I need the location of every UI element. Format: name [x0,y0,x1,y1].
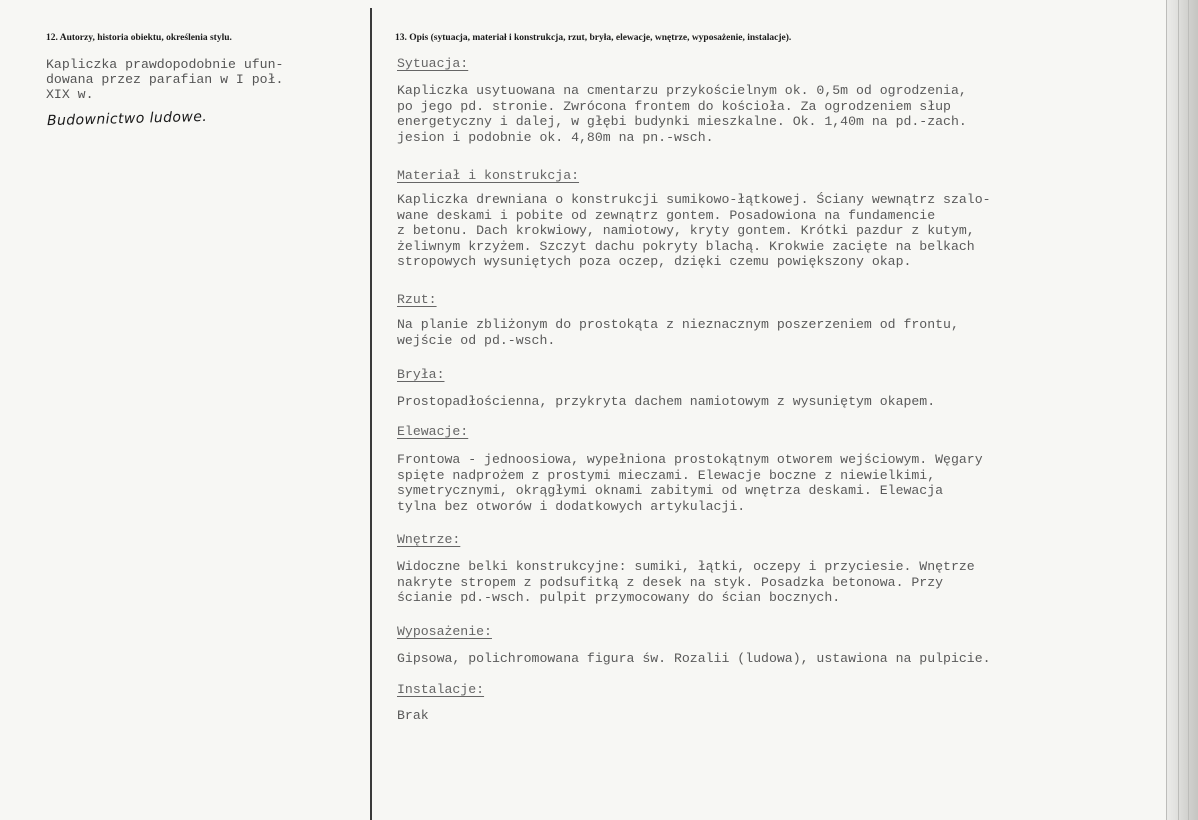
section-title-elevations: Elewacje: [397,424,469,439]
section-body-elevations: Frontowa - jednoosiowa, wypełniona prostokątnym otworem wejściowym. Węgary spięte nadprożem z prostymi mieczami. Elewacje boczne z niewielkimi, symetrycznymi, okrągłymi oknami zabitymi od wnętrza deskami. Elewacja tylna bez otworów i dodatkowych artykulacji. [397,452,983,514]
section-body-massing: Prostopadłościenna, przykryta dachem namiotowym z wysuniętym okapem. [397,394,936,409]
section-title-massing: Bryła: [397,367,445,382]
section-title-installations: Instalacje: [397,682,485,697]
section-title-material: Materiał i konstrukcja: [397,168,580,183]
section-title-interior: Wnętrze: [397,532,461,547]
page-edge [1166,0,1198,820]
page-edge-line [1166,0,1167,820]
section-body-installations: Brak [397,708,429,723]
page-edge-line [1188,0,1189,820]
section-title-plan: Rzut: [397,292,437,307]
history-text: Kapliczka prawdopodobnie ufun- dowana przez parafian w I poł. XIX w. [46,57,284,103]
section-body-interior: Widoczne belki konstrukcyjne: sumiki, łątki, oczepy i przyciesie. Wnętrze nakryte stropem z podsufitką z desek na styk. Posadzka betonowa. Przy ścianie pd.-wsch. pulpit przymocowany do ścian bocznych. [397,559,975,606]
column-divider [370,8,372,820]
right-column-header: 13. Opis (sytuacja, materiał i konstrukcja, rzut, bryła, elewacje, wnętrze, wyposażenie, instalacje). [395,33,792,43]
section-title-situation: Sytuacja: [397,56,469,71]
section-body-situation: Kapliczka usytuowana na cmentarzu przykościelnym ok. 0,5m od ogrodzenia, po jego pd. stronie. Zwrócona frontem do kościoła. Za ogrodzeniem słup energetyczny i dalej, w głębi budynki mieszkalne. Ok. 1,40m na pd.-zach. jesion i podobnie ok. 4,80m na pn.-wsch. [397,83,967,145]
section-body-material: Kapliczka drewniana o konstrukcji sumikowo-łątkowej. Ściany wewnątrz szalo- wane deskami i pobite od zewnątrz gontem. Posadowiona na fundamencie z betonu. Dach krokwiowy, namiotowy, kryty gontem. Krótki pazdur z kutym, żeliwnym krzyżem. Szczyt dachu pokryty blachą. Krokwie zacięte na belkach stropowych wysuniętych poza oczep, dzięki czemu powiększony okap. [397,192,991,270]
section-body-plan: Na planie zbliżonym do prostokąta z nieznacznym poszerzeniem od frontu, wejście od pd.-wsch. [397,317,959,348]
handwritten-note: Budownictwo ludowe. [46,108,208,130]
page-edge-line [1178,0,1179,820]
left-column-header: 12. Autorzy, historia obiektu, określenia stylu. [46,33,232,43]
section-title-furnishings: Wyposażenie: [397,624,492,639]
section-body-furnishings: Gipsowa, polichromowana figura św. Rozalii (ludowa), ustawiona na pulpicie. [397,651,991,666]
